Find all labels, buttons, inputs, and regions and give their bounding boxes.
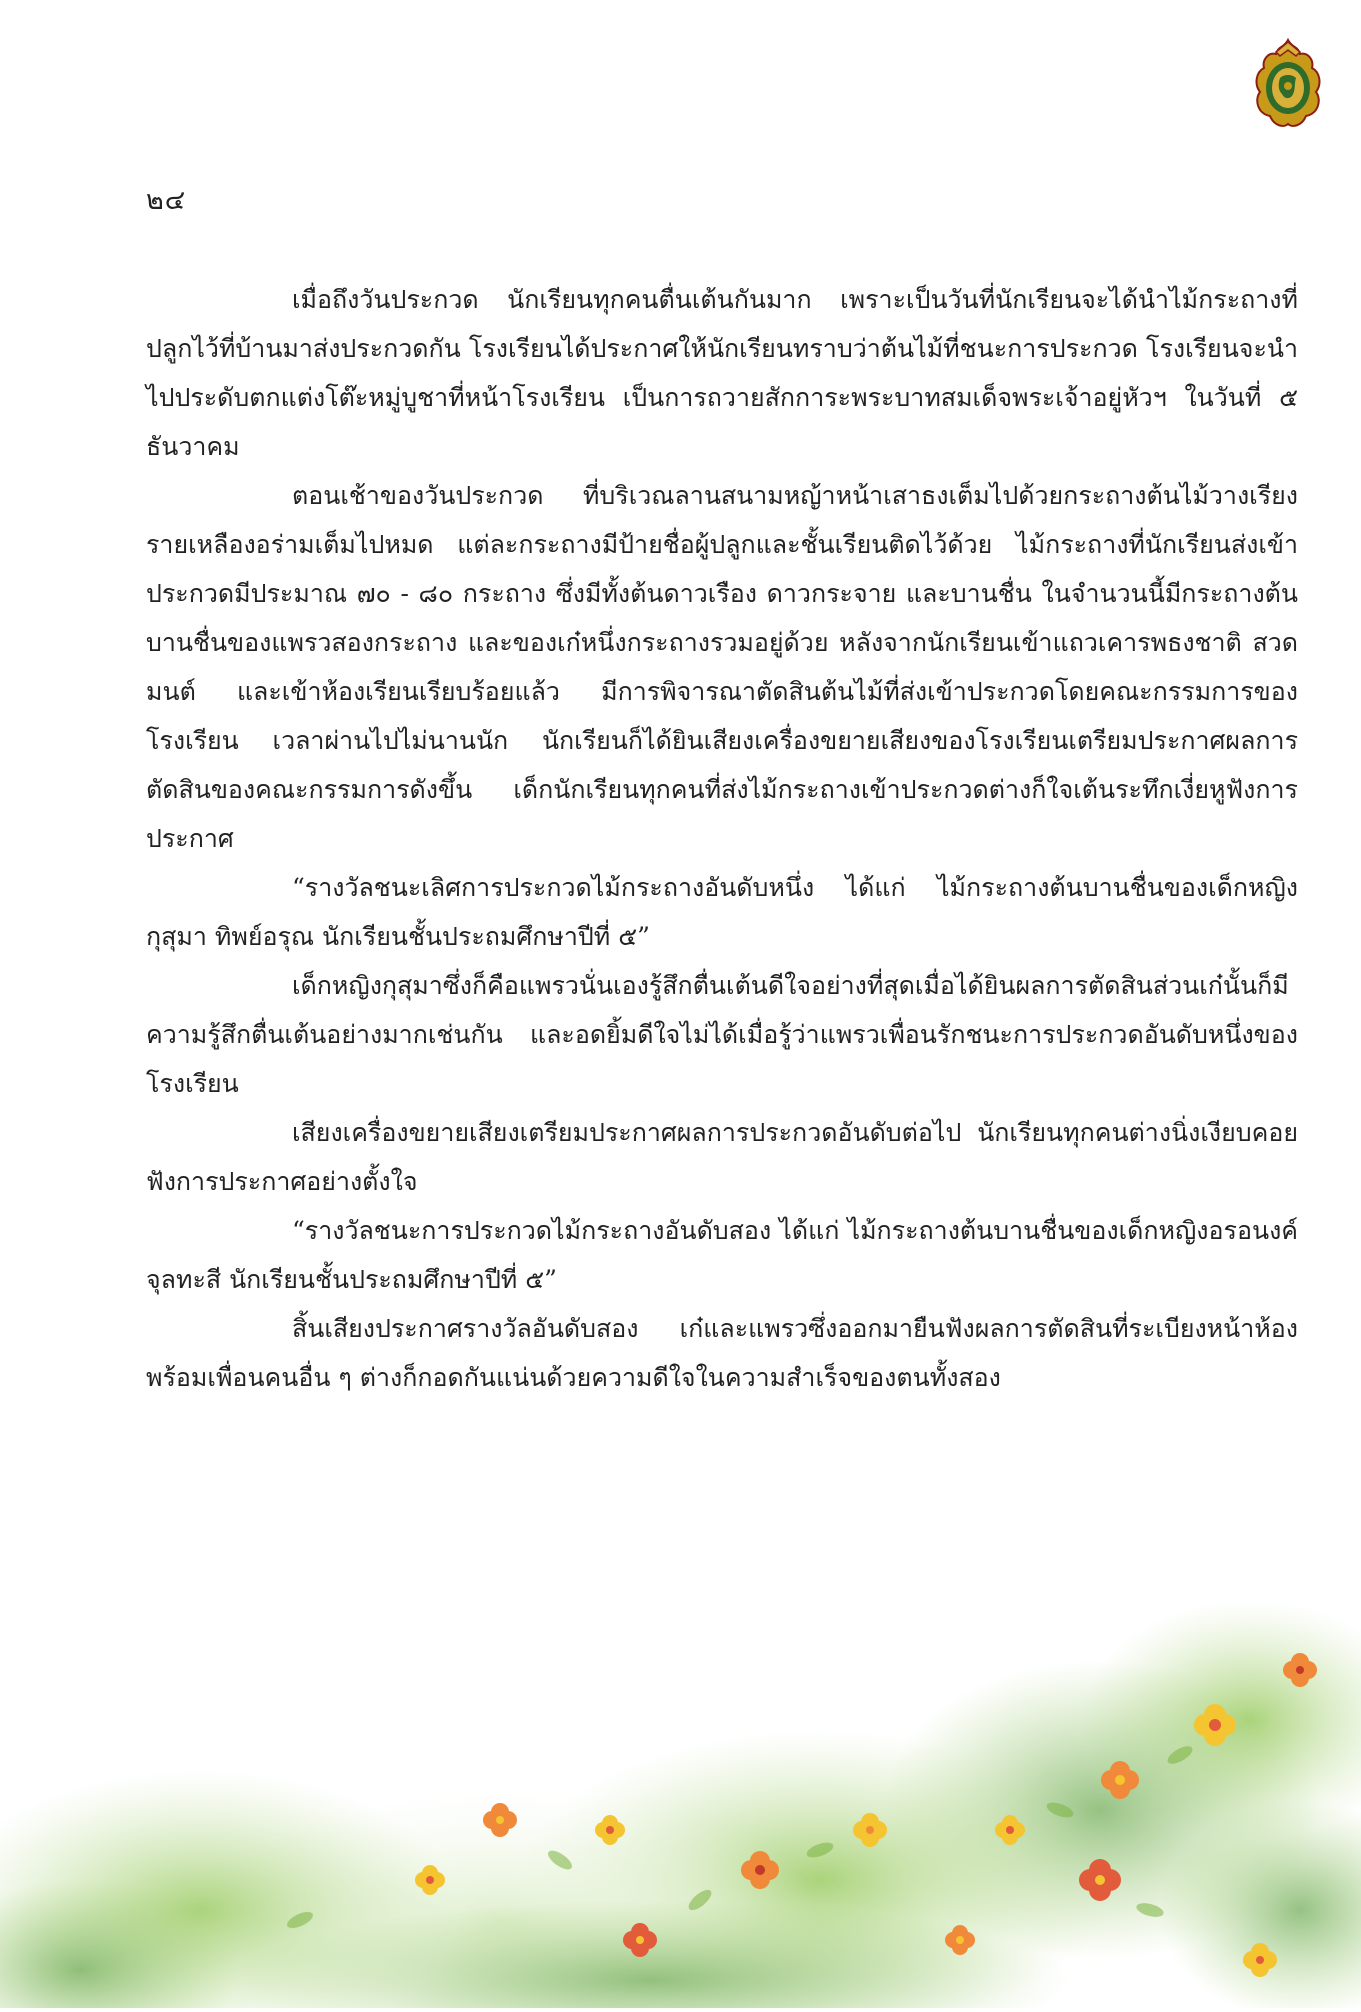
paragraph: เด็กหญิงกุสุมาซึ่งก็คือแพรวนั่นเองรู้สึกตื่นเต้นดีใจอย่างที่สุดเมื่อได้ยินผลการตัดสินส่วนเก๋นั้นก็มีความรู้สึกตื่นเต้นอย่างมากเช่นกัน และอดยิ้มดีใจไม่ได้เมื่อรู้ว่าแพรวเพื่อนรักชนะการประกวดอันดับหนึ่งของโรงเรียน: [146, 971, 1298, 1098]
announcement-quote: “รางวัลชนะเลิศการประกวดไม้กระถางอันดับหนึ่ง ได้แก่ ไม้กระถางต้นบานชื่นของเด็กหญิงกุสุมา ทิพย์อรุณ นักเรียนชั้นประถมศึกษาปีที่ ๕”: [146, 873, 1298, 951]
paragraph: เสียงเครื่องขยายเสียงเตรียมประกาศผลการประกวดอันดับต่อไป นักเรียนทุกคนต่างนิ่งเงียบคอยฟังการประกาศอย่างตั้งใจ: [146, 1118, 1298, 1196]
story-text: [146, 275, 1298, 1402]
page-number: ๒๔: [146, 185, 187, 216]
paragraph: เมื่อถึงวันประกวด นักเรียนทุกคนตื่นเต้นกันมาก เพราะเป็นวันที่นักเรียนจะได้นำไม้กระถางที่ปลูกไว้ที่บ้านมาส่งประกวดกัน โรงเรียนได้ประกาศให้นักเรียนทราบว่าต้นไม้ที่ชนะการประกวด โรงเรียนจะนำไปประดับตกแต่งโต๊ะหมู่บูชาที่หน้าโรงเรียน เป็นการถวายสักการะพระบาทสมเด็จพระเจ้าอยู่หัวฯ ในวันที่ ๕ ธันวาคม: [146, 285, 1298, 461]
flower-icon: [415, 1653, 1317, 1977]
paragraph: ตอนเช้าของวันประกวด ที่บริเวณลานสนามหญ้าหน้าเสาธงเต็มไปด้วยกระถางต้นไม้วางเรียงรายเหลืองอร่ามเต็มไปหมด แต่ละกระถางมีป้ายชื่อผู้ปลูกและชั้นเรียนติดไว้ด้วย ไม้กระถางที่นักเรียนส่งเข้าประกวดมีประมาณ ๗๐ - ๘๐ กระถาง ซึ่งมีทั้งต้นดาวเรือง ดาวกระจาย และบานชื่น ในจำนวนนี้มีกระถางต้นบานชื่นของแพรวสองกระถาง และของเก๋หนึ่งกระถางรวมอยู่ด้วย หลังจากนักเรียนเข้าแถวเคารพธงชาติ สวดมนต์ และเข้าห้องเรียนเรียบร้อยแล้ว มีการพิจารณาตัดสินต้นไม้ที่ส่งเข้าประกวดโดยคณะกรรมการของโรงเรียน เวลาผ่านไปไม่นานนัก นักเรียนก็ได้ยินเสียงเครื่องขยายเสียงของโรงเรียนเตรียมประกาศผลการตัดสินของคณะกรรมการดังขึ้น เด็กนักเรียนทุกคนที่ส่งไม้กระถางเข้าประกวดต่างก็ใจเต้นระทึกเงี่ยหูฟังการประกาศ: [146, 481, 1298, 853]
school-emblem-icon: [1252, 38, 1324, 130]
flower-border-illustration: [0, 1580, 1361, 2008]
announcement-quote: “รางวัลชนะการประกวดไม้กระถางอันดับสอง ได้แก่ ไม้กระถางต้นบานชื่นของเด็กหญิงอรอนงค์ จุลทะสี นักเรียนชั้นประถมศึกษาปีที่ ๕”: [146, 1216, 1298, 1294]
paragraph: สิ้นเสียงประกาศรางวัลอันดับสอง เก๋และแพรวซึ่งออกมายืนฟังผลการตัดสินที่ระเบียงหน้าห้องพร้อมเพื่อนคนอื่น ๆ ต่างก็กอดกันแน่นด้วยความดีใจในความสำเร็จของตนทั้งสอง: [146, 1314, 1298, 1392]
